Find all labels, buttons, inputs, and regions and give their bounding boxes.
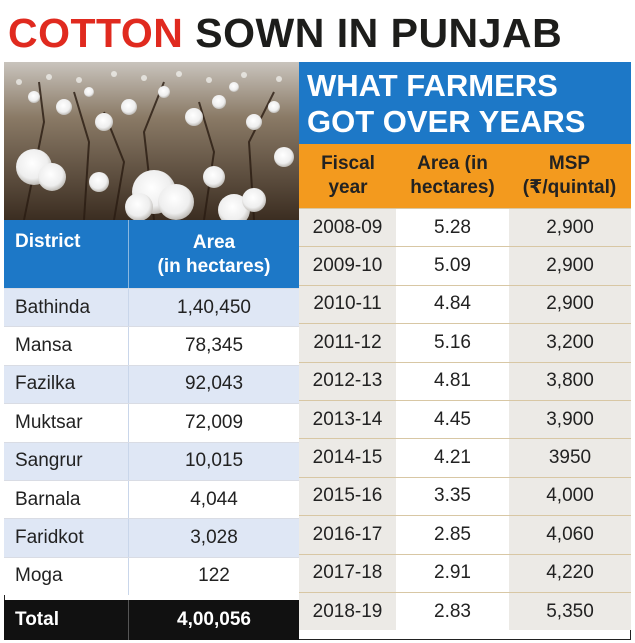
msp-cell: 2,900: [508, 247, 631, 284]
col-header-msp: [508, 144, 631, 208]
table-row: [299, 362, 631, 400]
district-area-cell: 72,009: [128, 404, 299, 441]
table-row: [299, 208, 631, 246]
fiscal-year-cell: 2013-14: [299, 401, 397, 438]
district-name-cell: Mansa: [15, 335, 73, 357]
col-header-district-area-line2: (in hectares): [157, 256, 271, 277]
col-header-area-line2: hectares): [410, 177, 495, 198]
table-row: [4, 518, 299, 556]
col-header-msp-line2: (₹/quintal): [522, 177, 617, 198]
title-highlight: COTTON: [8, 10, 184, 56]
years-header-line2: GOT OVER YEARS: [307, 104, 586, 139]
years-table: [299, 208, 631, 630]
fiscal-year-cell: 2018-19: [299, 593, 397, 630]
fiscal-year-cell: 2012-13: [299, 363, 397, 400]
table-row: [299, 438, 631, 476]
table-row: [299, 285, 631, 323]
col-header-district-area-line1: Area: [192, 232, 236, 253]
fiscal-year-cell: 2008-09: [299, 209, 397, 246]
district-area-cell: 3,028: [128, 519, 299, 556]
table-row: [4, 288, 299, 326]
district-name-cell: Barnala: [15, 488, 81, 510]
area-cell: 2.83: [397, 593, 508, 630]
area-cell: 3.35: [397, 478, 508, 515]
col-header-fiscal-year: [299, 144, 397, 208]
col-header-area-line1: Area (in: [417, 153, 488, 174]
table-row: [4, 326, 299, 364]
district-table-header: [4, 220, 299, 288]
table-row: [4, 403, 299, 441]
district-name-cell: Bathinda: [15, 296, 91, 318]
district-table: [4, 288, 299, 595]
area-cell: 2.91: [397, 555, 508, 592]
area-cell: 5.09: [397, 247, 508, 284]
msp-cell: 3950: [508, 439, 631, 476]
years-section-header: [299, 62, 631, 144]
district-area-cell: 92,043: [128, 366, 299, 403]
total-value: 4,00,056: [128, 600, 299, 640]
district-area-cell: 4,044: [128, 481, 299, 518]
district-name-cell: Moga: [15, 565, 63, 587]
fiscal-year-cell: 2014-15: [299, 439, 397, 476]
area-cell: 4.21: [397, 439, 508, 476]
cotton-bolls-illustration: [4, 62, 299, 220]
col-header-district-area: [128, 220, 299, 288]
msp-cell: 2,900: [508, 209, 631, 246]
area-cell: 4.45: [397, 401, 508, 438]
table-row: [4, 557, 299, 595]
msp-cell: 4,060: [508, 516, 631, 553]
table-row: [4, 365, 299, 403]
area-cell: 2.85: [397, 516, 508, 553]
table-row: [299, 515, 631, 553]
area-cell: 4.84: [397, 286, 508, 323]
area-cell: 5.16: [397, 324, 508, 361]
fiscal-year-cell: 2017-18: [299, 555, 397, 592]
msp-cell: 3,800: [508, 363, 631, 400]
msp-cell: 5,350: [508, 593, 631, 630]
msp-cell: 2,900: [508, 286, 631, 323]
title-rest: SOWN IN PUNJAB: [195, 10, 563, 56]
fiscal-year-cell: 2009-10: [299, 247, 397, 284]
col-header-area: [397, 144, 508, 208]
msp-cell: 4,220: [508, 555, 631, 592]
page-title: [8, 8, 562, 58]
total-label: Total: [15, 609, 59, 630]
table-row: [4, 480, 299, 518]
table-row: [299, 323, 631, 361]
col-header-district: District: [15, 231, 81, 252]
district-area-cell: 1,40,450: [128, 289, 299, 326]
msp-cell: 3,200: [508, 324, 631, 361]
col-header-msp-line1: MSP: [548, 153, 591, 174]
district-name-cell: Muktsar: [15, 411, 83, 433]
table-row: [299, 246, 631, 284]
fiscal-year-cell: 2016-17: [299, 516, 397, 553]
district-name-cell: Faridkot: [15, 527, 84, 549]
msp-cell: 3,900: [508, 401, 631, 438]
table-row: [299, 554, 631, 592]
years-header-line1: WHAT FARMERS: [307, 68, 558, 103]
years-table-header: [299, 144, 631, 208]
fiscal-year-cell: 2010-11: [299, 286, 397, 323]
district-area-cell: 78,345: [128, 327, 299, 364]
total-row: [4, 600, 299, 640]
col-header-fiscal-year-line2: year: [328, 177, 368, 198]
fiscal-year-cell: 2015-16: [299, 478, 397, 515]
table-row: [299, 592, 631, 630]
table-row: [299, 477, 631, 515]
area-cell: 5.28: [397, 209, 508, 246]
fiscal-year-cell: 2011-12: [299, 324, 397, 361]
area-cell: 4.81: [397, 363, 508, 400]
district-name-cell: Sangrur: [15, 450, 83, 472]
cotton-field-photo: [4, 62, 299, 220]
table-row: [299, 400, 631, 438]
district-area-cell: 122: [128, 558, 299, 595]
table-row: [4, 442, 299, 480]
district-area-cell: 10,015: [128, 443, 299, 480]
col-header-fiscal-year-line1: Fiscal: [321, 153, 375, 174]
district-name-cell: Fazilka: [15, 373, 76, 395]
msp-cell: 4,000: [508, 478, 631, 515]
